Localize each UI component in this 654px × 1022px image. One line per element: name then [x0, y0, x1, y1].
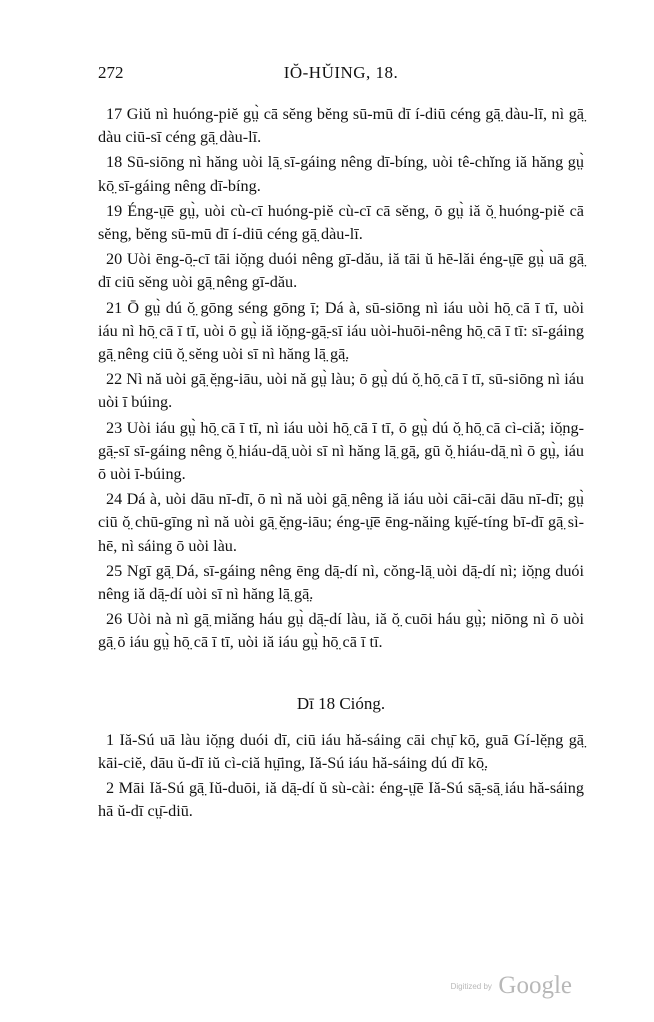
chapter-18-verses [98, 729, 584, 824]
verse-25: 25 Ngī gā̤ Dá, sī-gáing nêng ēng dā̤-dí nì, cŏng-lā̤ uòi dā̤-dí nì; iŏ̤ng duói nêng iă dā̤-dí uòi sī nì hăng lā̤ gā̤. [98, 561, 584, 604]
verse-2: 2 Māi Iă-Sú gā̤ Iŭ-duōi, iă dā̤-dí ŭ sù-cài: éng-ṳ̄ē Iă-Sú sā̤-sā̤ iáu hă-sáing hā ŭ-dī cṳ̄-diū. [98, 779, 584, 821]
verse-26: 26 Uòi nà nì gā̤ miăng háu gṳ̀ dā̤-dí làu, iă ŏ̤ cuōi háu gṳ̀; niōng nì ō uòi gā̤ ō iáu gṳ̀ hō̤ cā ī tī, uòi iă iáu gṳ̀ hō̤ cā ī tī. [98, 610, 584, 652]
google-watermark [451, 972, 572, 1000]
chapter-heading: Dī 18 Cióng. [296, 693, 386, 713]
google-logo: Google [498, 972, 572, 999]
running-head: IŎ-HŬING, 18. [283, 63, 399, 82]
verse-19: 19 Éng-ṳ̄ē gṳ̀, uòi cù-cī huóng-piĕ cù-cī cā sĕng, ō gṳ̀ iă ŏ̤ huóng-piĕ cā sĕng, bĕng sū-mū dī í-diū céng gā̤ dàu-lī. [98, 201, 584, 244]
verse-18: 18 Sū-siōng nì hăng uòi lā̤ sī-gáing nêng dī-bíng, uòi tê-chĭng iă hăng gṳ̀ kō̤ sī-gáing nêng dī-bíng. [98, 153, 584, 195]
verse-24: 24 Dá à, uòi dāu nī-dī, ō nì nă uòi gā̤ nêng iă iáu uòi cāi-cāi dāu nī-dī; gṳ̀ ciū ŏ̤ chū-gīng nì nă uòi gā̤ ĕ̤ng-iāu; éng-ṳ̄ē ēng-năing kṳ̄é-tíng bī-dī gā̤ sì-hē, nì sáing ō uòi làu. [98, 490, 584, 555]
verse-17: 17 Giŭ nì huóng-piĕ gṳ̀ cā sĕng bĕng sū-mū dī í-diū céng gā̤ dàu-lī, nì gā̤ dàu ciū-sī céng gā̤ dàu-lī. [98, 105, 584, 147]
verse-20: 20 Uòi ēng-ō̤-cī tāi iŏ̤ng duói nêng gī-dău, iă tāi ŭ hē-lăi éng-ṳ̄ē gṳ̀ uā gā̤ dī ciū sĕng uòi gā̤ nêng gī-dău. [98, 250, 584, 292]
verse-23: 23 Uòi iáu gṳ̀ hō̤ cā ī tī, nì iáu uòi hō̤ cā ī tī, ō gṳ̀ dú ŏ̤ hō̤ cā cì-ciă; iŏ̤ng-gā̤-sī sī-gáing nêng ŏ̤ hiáu-dā̤ uòi sī nì hăng lā̤ gā̤, gū ŏ̤ hiáu-dā̤ nì ō gṳ̀, iáu ō uòi ī-búing. [98, 418, 584, 484]
page-number: 272 [98, 63, 124, 82]
book-page [98, 62, 584, 825]
verse-1: 1 Iă-Sú uā làu iŏ̤ng duói dī, ciū iáu hă-sáing cāi chṳ̄ kō̤, guā Gí-lĕ̤ng gā̤ kāi-ciĕ, dāu ŭ-dī iŭ cì-ciă hṳ̄ing, Iă-Sú iáu hă-sáing dú dī kō̤. [98, 730, 584, 772]
page-header [98, 62, 584, 84]
watermark-prefix: Digitized by [450, 981, 492, 991]
verse-21: 21 Ō gṳ̀ dú ŏ̤ gōng séng gōng ī; Dá à, sū-siōng nì iáu uòi hō̤ cā ī tī, uòi iáu nì hō̤ cā ī tī, uòi ō gṳ̀ iă iŏ̤ng-gā̤-sī iáu uòi-huōi-nêng hō̤ cā ī tī: sī-gáing gā̤ nêng ciū ŏ̤ sĕng uòi sī nì hăng lā̤ gā̤. [98, 298, 584, 364]
chapter-17-verses [98, 103, 584, 655]
verse-22: 22 Nì nă uòi gā̤ ĕ̤ng-iāu, uòi nă gṳ̀ làu; ō gṳ̀ dú ŏ̤ hō̤ cā ī tī, sū-siōng nì iáu uòi ī búing. [98, 370, 584, 412]
